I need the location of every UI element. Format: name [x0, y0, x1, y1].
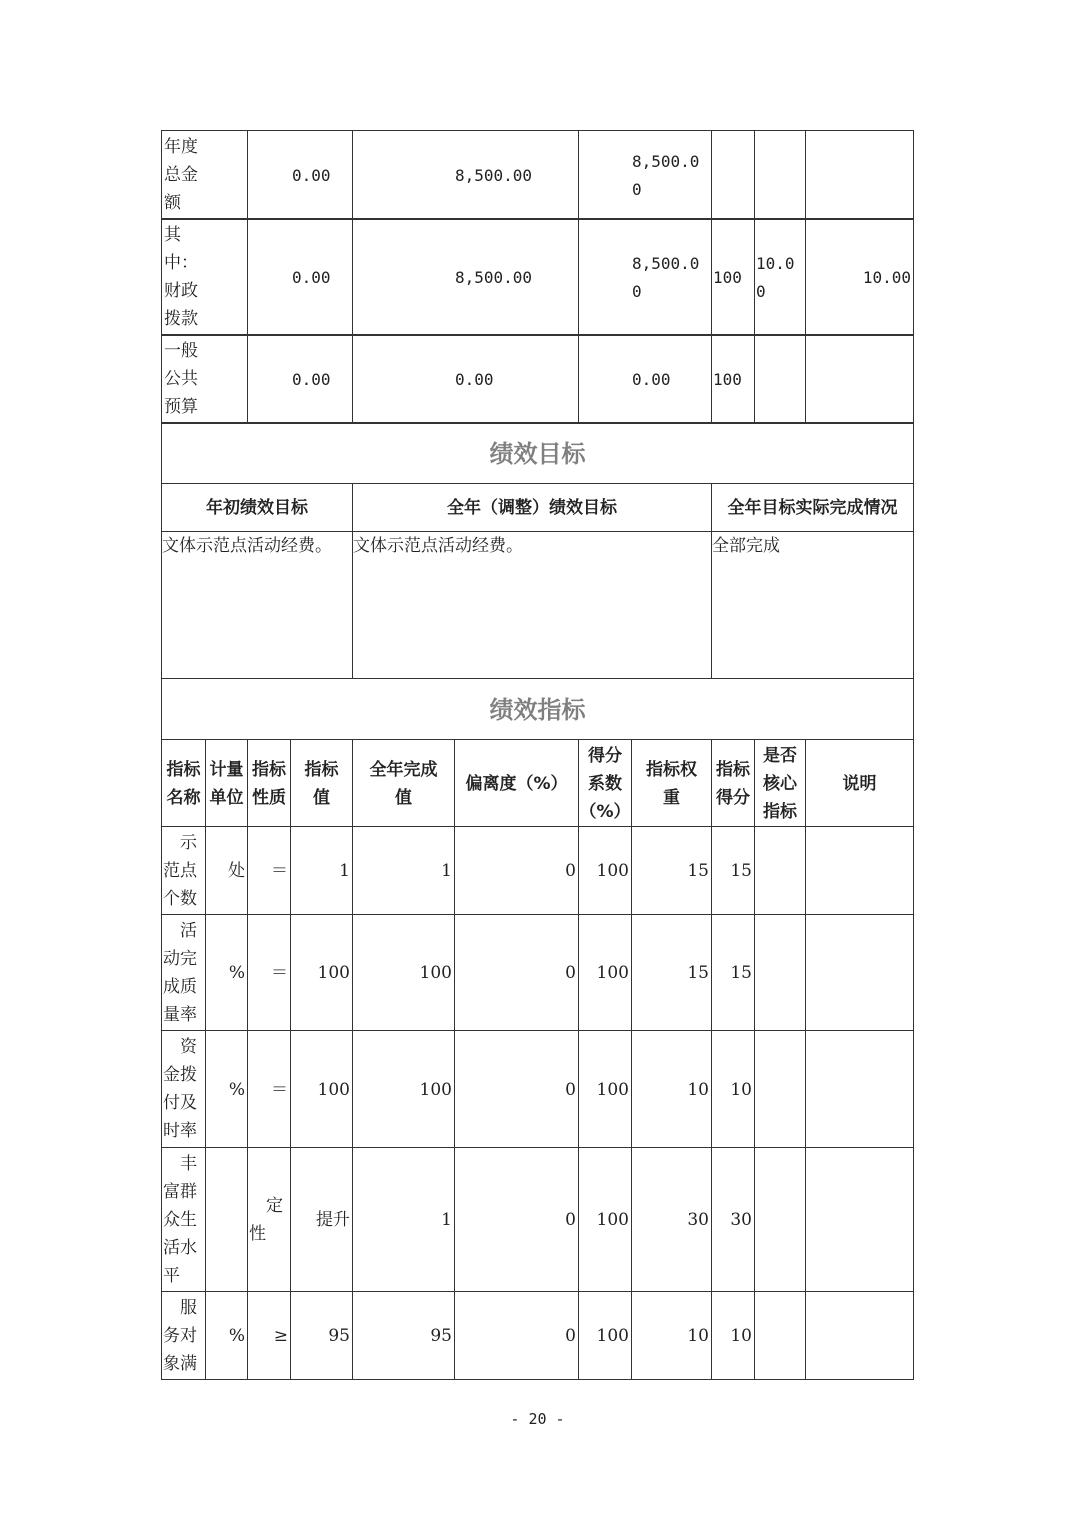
funding-adjusted-text: 8,500.00 — [455, 267, 533, 287]
indicator-cell-target — [290, 914, 353, 1031]
indicator-deviation-text: 0 — [565, 963, 576, 983]
indicator-target-text: 95 — [328, 1326, 350, 1346]
indicator-header-text: 说明 — [842, 773, 877, 794]
funding-cell-rate — [711, 130, 755, 220]
indicator-cell-core — [754, 914, 806, 1031]
funding-initial-text: 0.00 — [292, 369, 331, 389]
indicator-header-text: 计量 单位 — [209, 759, 244, 808]
indicator-cell-score — [711, 1030, 755, 1148]
funding-adjusted-text: 0.00 — [455, 369, 494, 389]
indicator-coef-text: 100 — [596, 861, 629, 881]
indicator-cell-score — [711, 1147, 755, 1292]
indicator-cell-coef — [578, 1291, 632, 1380]
goals-header-initial: 年初绩效目标 — [161, 483, 353, 532]
funding-cell-initial — [247, 130, 353, 220]
funding-initial-text: 0.00 — [292, 267, 331, 287]
funding-adjusted-text: 8,500.00 — [455, 165, 533, 185]
funding-rate-text: 100 — [713, 267, 742, 287]
indicator-cell-deviation — [454, 1291, 579, 1380]
indicator-cell-actual — [352, 826, 455, 915]
goals-header-actual: 全年目标实际完成情况 — [711, 483, 914, 532]
indicator-cell-unit — [205, 1147, 248, 1292]
indicator-coef-text: 100 — [596, 963, 629, 983]
funding-executed-text: 8,500.0 0 — [632, 151, 700, 199]
indicator-nature-text: ＝ — [271, 861, 288, 881]
indicator-target-text: 100 — [317, 1079, 350, 1100]
indicator-cell-target — [290, 826, 353, 915]
indicator-cell-coef — [578, 914, 632, 1031]
indicators-section-title: 绩效指标 — [161, 678, 914, 740]
indicator-actual-text: 1 — [441, 1210, 452, 1230]
indicator-target-text: 提升 — [316, 1210, 350, 1230]
indicator-header-text: 指标 名称 — [166, 759, 201, 808]
funding-cell-adjusted — [352, 334, 579, 424]
indicator-target-text: 100 — [317, 963, 350, 983]
funding-rate-text: 100 — [713, 369, 742, 389]
indicator-cell-note — [805, 1147, 914, 1292]
indicator-header-coef — [578, 739, 632, 827]
indicator-cell-note — [805, 826, 914, 915]
indicator-cell-core — [754, 1147, 806, 1292]
indicator-header-core — [754, 739, 806, 827]
indicator-header-unit — [205, 739, 248, 827]
indicator-coef-text: 100 — [596, 1326, 629, 1346]
funding-cell-adjusted — [352, 218, 579, 336]
indicator-name-text: 示 范点 个数 — [163, 833, 197, 909]
indicator-header-nature — [247, 739, 291, 827]
indicator-cell-nature — [247, 1147, 291, 1292]
indicator-score-text: 10 — [730, 1326, 752, 1346]
funding-cell-rate — [711, 334, 755, 424]
indicator-cell-nature — [247, 1291, 291, 1380]
indicator-cell-weight — [631, 1291, 712, 1380]
indicator-cell-unit — [205, 1291, 248, 1380]
funding-note-text: 10.00 — [862, 267, 911, 287]
indicator-header-text: 是否 核心 指标 — [763, 745, 797, 822]
indicator-nature-text: 定 性 — [249, 1196, 283, 1244]
indicator-header-note — [805, 739, 914, 827]
funding-score-text: 10.0 0 — [756, 253, 795, 301]
indicator-cell-deviation — [454, 1030, 579, 1148]
indicator-cell-name — [161, 826, 206, 915]
indicator-header-weight — [631, 739, 712, 827]
indicator-header-text: 偏离度（%） — [465, 773, 568, 794]
indicator-cell-core — [754, 826, 806, 915]
indicator-deviation-text: 0 — [565, 861, 576, 881]
indicator-nature-text: ＝ — [271, 1079, 288, 1100]
indicator-score-text: 15 — [730, 963, 752, 983]
goals-value-actual: 全部完成 — [711, 531, 914, 679]
indicator-header-text: 指标 得分 — [716, 759, 750, 808]
indicator-cell-core — [754, 1291, 806, 1380]
indicator-actual-text: 100 — [419, 1079, 452, 1100]
goals-header-adjusted: 全年（调整）绩效目标 — [352, 483, 712, 532]
indicator-cell-deviation — [454, 826, 579, 915]
indicator-cell-unit — [205, 914, 248, 1031]
indicator-nature-text: ＝ — [271, 963, 288, 983]
funding-cell-executed — [578, 334, 712, 424]
indicator-header-actual — [352, 739, 455, 827]
indicator-cell-actual — [352, 1147, 455, 1292]
funding-label-text: 其 中： 财政 拨款 — [164, 225, 198, 329]
indicator-actual-text: 95 — [430, 1326, 452, 1346]
indicator-header-text: 全年完成 值 — [369, 759, 438, 808]
indicator-score-text: 15 — [730, 861, 752, 881]
indicator-header-text: 指标 性质 — [252, 759, 286, 808]
indicator-deviation-text: 0 — [565, 1326, 576, 1346]
funding-label-text: 一般 公共 预算 — [164, 341, 198, 417]
indicator-cell-note — [805, 1030, 914, 1148]
indicator-actual-text: 100 — [419, 963, 452, 983]
indicator-nature-text: ≥ — [273, 1326, 288, 1346]
indicator-actual-text: 1 — [441, 861, 452, 881]
indicator-cell-name — [161, 914, 206, 1031]
indicator-unit-text: % — [228, 963, 245, 983]
indicator-cell-coef — [578, 1030, 632, 1148]
indicator-cell-unit — [205, 826, 248, 915]
indicator-cell-note — [805, 1291, 914, 1380]
indicator-header-text: 得分 系数 （%） — [579, 745, 631, 822]
indicator-cell-score — [711, 914, 755, 1031]
indicator-cell-deviation — [454, 1147, 579, 1292]
indicator-cell-coef — [578, 826, 632, 915]
indicator-cell-nature — [247, 826, 291, 915]
page-number: - 20 - — [510, 1410, 565, 1428]
indicator-cell-score — [711, 826, 755, 915]
funding-cell-label — [161, 130, 248, 220]
indicator-header-text: 指标 值 — [304, 759, 339, 808]
indicator-header-deviation — [454, 739, 579, 827]
indicator-weight-text: 15 — [687, 963, 709, 983]
indicator-score-text: 10 — [730, 1079, 752, 1100]
indicator-deviation-text: 0 — [565, 1079, 576, 1100]
goals-section-title: 绩效目标 — [161, 422, 914, 484]
indicator-cell-weight — [631, 826, 712, 915]
indicator-name-text: 活 动完 成质 量率 — [163, 921, 197, 1025]
indicator-unit-text: 处 — [228, 861, 245, 881]
indicator-cell-name — [161, 1030, 206, 1148]
funding-cell-score — [754, 334, 806, 424]
indicator-cell-deviation — [454, 914, 579, 1031]
indicator-cell-target — [290, 1030, 353, 1148]
indicator-cell-nature — [247, 914, 291, 1031]
funding-cell-adjusted — [352, 130, 579, 220]
indicator-cell-actual — [352, 914, 455, 1031]
funding-cell-executed — [578, 130, 712, 220]
funding-label-text: 年度 总金 额 — [164, 137, 198, 213]
funding-cell-note — [805, 130, 914, 220]
indicator-weight-text: 10 — [687, 1326, 709, 1346]
funding-cell-label — [161, 218, 248, 336]
indicator-header-name — [161, 739, 206, 827]
funding-executed-text: 0.00 — [632, 369, 671, 389]
indicator-cell-actual — [352, 1291, 455, 1380]
indicator-target-text: 1 — [339, 861, 350, 881]
funding-cell-initial — [247, 218, 353, 336]
indicator-cell-coef — [578, 1147, 632, 1292]
goals-value-adjusted: 文体示范点活动经费。 — [352, 531, 712, 679]
goals-value-initial: 文体示范点活动经费。 — [161, 531, 353, 679]
indicator-coef-text: 100 — [596, 1210, 629, 1230]
indicator-name-text: 资 金拨 付及 时率 — [163, 1037, 197, 1141]
funding-initial-text: 0.00 — [292, 165, 331, 185]
indicator-cell-name — [161, 1147, 206, 1292]
indicator-header-target — [290, 739, 353, 827]
indicator-cell-weight — [631, 1030, 712, 1148]
indicator-deviation-text: 0 — [565, 1210, 576, 1230]
indicator-header-text: 指标权 重 — [646, 759, 697, 808]
indicator-cell-note — [805, 914, 914, 1031]
indicator-cell-weight — [631, 914, 712, 1031]
indicator-unit-text: % — [228, 1079, 245, 1100]
funding-cell-note — [805, 334, 914, 424]
indicator-cell-actual — [352, 1030, 455, 1148]
indicator-name-text: 丰 富群 众生 活水 平 — [163, 1154, 197, 1286]
funding-cell-note — [805, 218, 914, 336]
funding-cell-initial — [247, 334, 353, 424]
indicator-weight-text: 30 — [687, 1210, 709, 1230]
funding-cell-executed — [578, 218, 712, 336]
indicator-cell-target — [290, 1147, 353, 1292]
indicator-weight-text: 15 — [687, 861, 709, 881]
indicator-cell-name — [161, 1291, 206, 1380]
indicator-coef-text: 100 — [596, 1079, 629, 1100]
indicator-header-score — [711, 739, 755, 827]
funding-cell-score — [754, 130, 806, 220]
indicator-unit-text: % — [228, 1326, 245, 1346]
indicator-cell-unit — [205, 1030, 248, 1148]
funding-cell-score — [754, 218, 806, 336]
funding-executed-text: 8,500.0 0 — [632, 253, 700, 301]
indicator-cell-target — [290, 1291, 353, 1380]
funding-cell-rate — [711, 218, 755, 336]
funding-cell-label — [161, 334, 248, 424]
indicator-cell-score — [711, 1291, 755, 1380]
indicator-cell-core — [754, 1030, 806, 1148]
indicator-name-text: 服 务对 象满 — [163, 1298, 197, 1374]
indicator-cell-weight — [631, 1147, 712, 1292]
indicator-score-text: 30 — [730, 1210, 752, 1230]
indicator-weight-text: 10 — [687, 1079, 709, 1100]
indicator-cell-nature — [247, 1030, 291, 1148]
